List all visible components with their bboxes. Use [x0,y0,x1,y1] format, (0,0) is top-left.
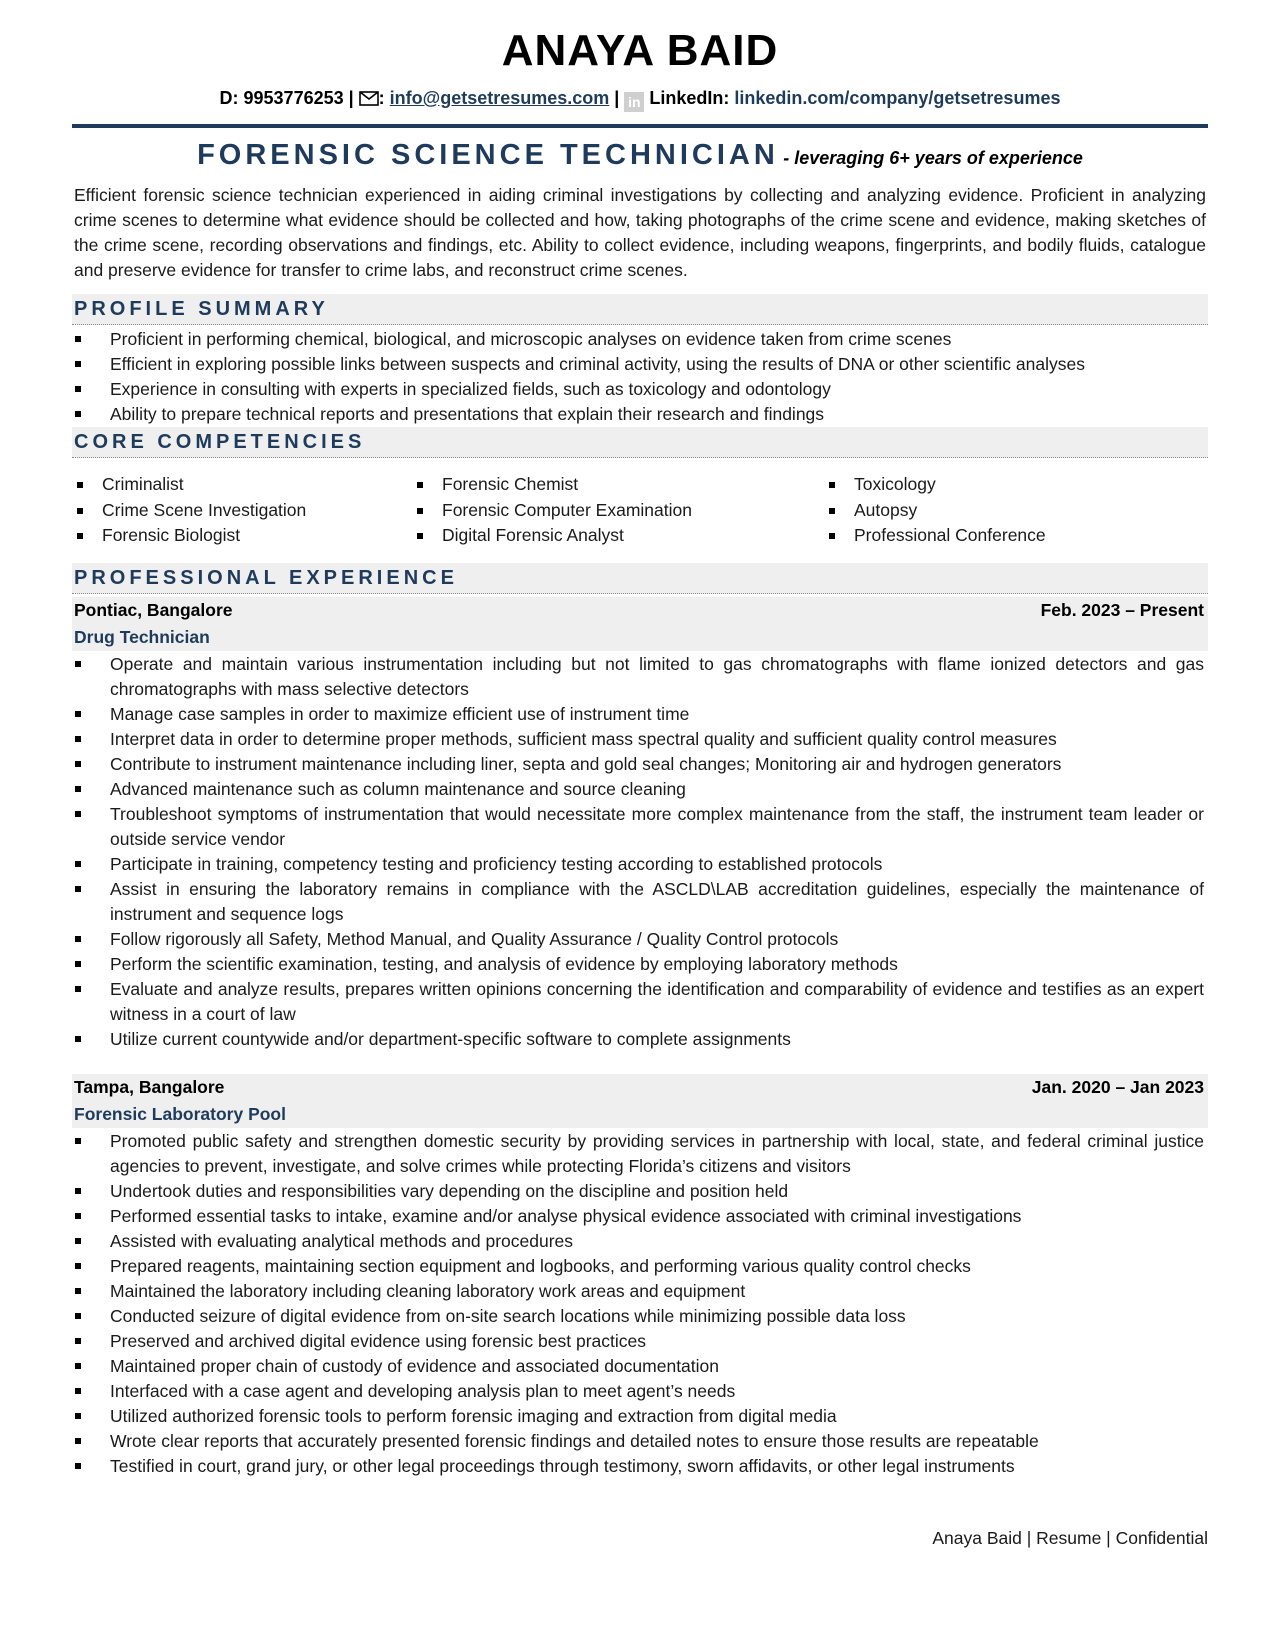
list-item: Operate and maintain various instrumentation including but not limited to gas chromatographs with flame ionized detectors and gas chromatographs with mass selective detectors [72,652,1208,702]
professional-experience-heading: PROFESSIONAL EXPERIENCE [72,563,1208,594]
profile-summary-list [72,327,1208,427]
linkedin-link[interactable]: linkedin.com/company/getsetresumes [734,88,1061,108]
phone-number[interactable]: 9953776253 [243,88,344,108]
profile-summary-heading: PROFILE SUMMARY [72,294,1208,325]
company-location: Pontiac, Bangalore [74,599,233,620]
envelope-icon [359,88,379,112]
competency-item: Forensic Chemist [412,472,824,498]
competency-item: Professional Conference [824,523,1154,549]
list-item: Testified in court, grand jury, or other legal proceedings through testimony, sworn affidavits, or other legal instruments [72,1454,1208,1479]
list-item: Utilized authorized forensic tools to perform forensic imaging and extraction from digital media [72,1404,1208,1429]
email-link[interactable]: info@getsetresumes.com [389,88,610,108]
list-item: Efficient in exploring possible links between suspects and criminal activity, using the results of DNA or other scientific analyses [72,352,1208,377]
list-item: Interfaced with a case agent and developing analysis plan to meet agent’s needs [72,1379,1208,1404]
target-role: FORENSIC SCIENCE TECHNICIAN [197,139,779,171]
competency-item: Digital Forensic Analyst [412,523,824,549]
candidate-name: ANAYA BAID [501,26,779,75]
list-item: Troubleshoot symptoms of instrumentation that would necessitate more complex maintenance from the staff, the instrument team leader or outside service vendor [72,802,1208,852]
list-item: Experience in consulting with experts in specialized fields, such as toxicology and odontology [72,377,1208,402]
contact-separator: | [343,88,359,108]
list-item: Contribute to instrument maintenance including liner, septa and gold seal changes; Monitoring air and hydrogen generators [72,752,1208,777]
list-item: Follow rigorously all Safety, Method Manual, and Quality Assurance / Quality Control protocols [72,927,1208,952]
competency-item: Toxicology [824,472,1154,498]
list-item: Maintained proper chain of custody of evidence and associated documentation [72,1354,1208,1379]
list-item: Undertook duties and responsibilities vary depending on the discipline and position held [72,1179,1208,1204]
job-header [72,597,1208,651]
competency-item: Forensic Computer Examination [412,498,824,524]
list-item: Conducted seizure of digital evidence from on-site search locations while minimizing possible data loss [72,1304,1208,1329]
list-item: Proficient in performing chemical, biological, and microscopic analyses on evidence taken from crime scenes [72,327,1208,352]
competency-grid [72,472,1208,549]
experience-tagline: - leveraging 6+ years of experience [783,148,1083,168]
phone-label: D: [219,88,244,108]
list-item: Perform the scientific examination, testing, and analysis of evidence by employing laboratory methods [72,952,1208,977]
list-item: Advanced maintenance such as column maintenance and source cleaning [72,777,1208,802]
list-item: Preserved and archived digital evidence using forensic best practices [72,1329,1208,1354]
page-footer: Anaya Baid | Resume | Confidential [932,1528,1208,1548]
competency-item: Crime Scene Investigation [72,498,412,524]
job-bullets [72,1129,1208,1479]
job-dates: Feb. 2023 – Present [1040,599,1204,620]
contact-separator: | [609,88,625,108]
headline [72,138,1208,177]
header-divider [72,124,1208,128]
list-item: Performed essential tasks to intake, examine and/or analyse physical evidence associated with criminal investigations [72,1204,1208,1229]
list-item: Evaluate and analyze results, prepares written opinions concerning the identification and comparability of evidence and testifies as an expert witness in a court of law [72,977,1208,1027]
contact-line [72,86,1208,112]
job-title: Forensic Laboratory Pool [74,1103,286,1124]
competency-item: Autopsy [824,498,1154,524]
list-item: Promoted public safety and strengthen domestic security by providing services in partnership with local, state, and federal criminal justice agencies to prevent, investigate, and solve crimes while protecting Florida’s citizens and visitors [72,1129,1208,1179]
list-item: Prepared reagents, maintaining section equipment and logbooks, and performing various quality control checks [72,1254,1208,1279]
intro-paragraph: Efficient forensic science technician experienced in aiding criminal investigations by collecting and analyzing evidence. Proficient in analyzing crime scenes to determine what evidence should be collected and how, taking photographs of the crime scene and evidence, making sketches of the crime scene, recording observations and findings, etc. Ability to collect evidence, including weapons, fingerprints, and bodily fluids, catalogue and preserve evidence for transfer to crime labs, and reconstruct crime scenes. [74,185,1206,280]
list-item: Ability to prepare technical reports and presentations that explain their research and findings [72,402,1208,427]
list-item: Maintained the laboratory including cleaning laboratory work areas and equipment [72,1279,1208,1304]
list-item: Assist in ensuring the laboratory remains in compliance with the ASCLD\LAB accreditation guidelines, especially the maintenance of instrument and sequence logs [72,877,1208,927]
list-item: Manage case samples in order to maximize efficient use of instrument time [72,702,1208,727]
email-label: : [378,88,390,108]
list-item: Assisted with evaluating analytical methods and procedures [72,1229,1208,1254]
core-competencies-heading: CORE COMPETENCIES [72,427,1208,458]
job-meta [72,1074,1208,1101]
company-location: Tampa, Bangalore [74,1076,225,1097]
job-header [72,1074,1208,1128]
list-item: Participate in training, competency testing and proficiency testing according to established protocols [72,852,1208,877]
competency-column [72,472,412,549]
job-bullets [72,652,1208,1052]
job-meta [72,597,1208,624]
list-item: Utilize current countywide and/or department-specific software to complete assignments [72,1027,1208,1052]
job-dates: Jan. 2020 – Jan 2023 [1031,1076,1204,1097]
competency-column [412,472,824,549]
resume-page [72,0,1208,1479]
job-title: Drug Technician [74,626,210,647]
linkedin-icon: in [624,92,644,112]
list-item: Wrote clear reports that accurately presented forensic findings and detailed notes to ensure those results are repeatable [72,1429,1208,1454]
competency-item: Criminalist [72,472,412,498]
list-item: Interpret data in order to determine proper methods, sufficient mass spectral quality and sufficient quality control measures [72,727,1208,752]
competency-column [824,472,1154,549]
linkedin-label: LinkedIn: [649,88,735,108]
competency-item: Forensic Biologist [72,523,412,549]
